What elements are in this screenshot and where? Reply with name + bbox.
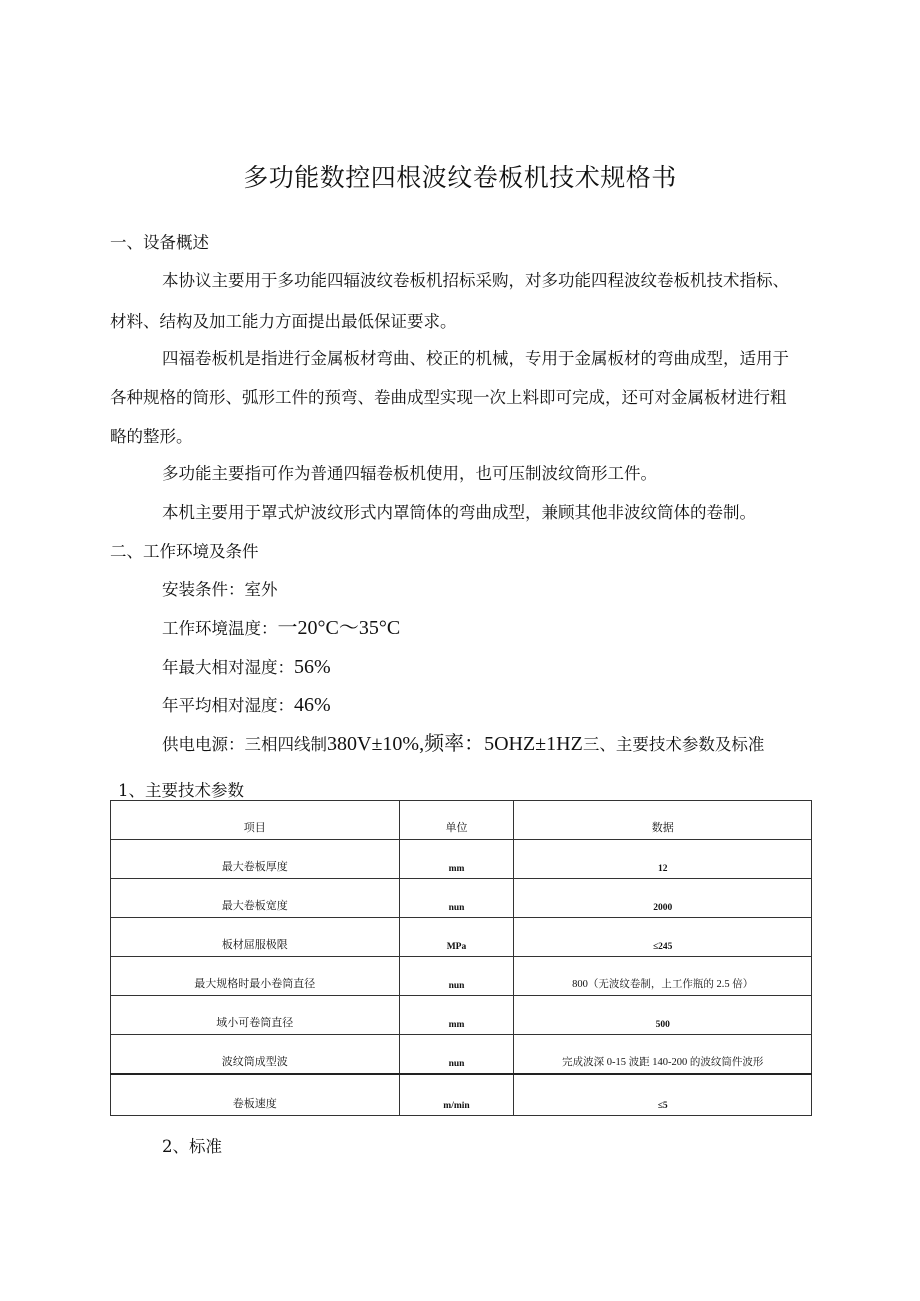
temperature-label: 工作环境温度： <box>162 619 278 638</box>
row-value: 完成波深 0-15 波距 140-200 的波纹筒件波形 <box>514 1035 812 1075</box>
table-row <box>111 996 812 1035</box>
tech-params-table <box>110 800 812 1116</box>
row-item: 板材屈服极限 <box>111 918 400 957</box>
power-label: 供电电源：三相四线制 <box>162 735 327 754</box>
max-humidity-label: 年最大相对湿度： <box>162 658 294 677</box>
document-title: 多功能数控四根波纹卷板机技术规格书 <box>243 163 677 192</box>
row-value: 500 <box>514 996 812 1035</box>
max-humidity-value: 56% <box>294 656 331 678</box>
standard-heading: 2、标准 <box>162 1137 222 1156</box>
table-row <box>111 1035 812 1075</box>
row-item: 最大卷板宽度 <box>111 879 400 918</box>
install-condition: 安装条件：室外 <box>162 580 278 599</box>
row-item: 最大卷板厚度 <box>111 840 400 879</box>
paragraph-1-line-2: 材料、结构及加工能力方面提出最低保证要求。 <box>110 312 457 331</box>
table-caption: 1、主要技术参数 <box>118 781 244 800</box>
table-row <box>111 879 812 918</box>
row-unit: m/min <box>399 1074 514 1116</box>
paragraph-2-line-1: 四福卷板机是指进行金属板材弯曲、校正的机械，专用于金属板材的弯曲成型，适用于 <box>162 349 789 368</box>
row-unit: mm <box>399 996 514 1035</box>
row-value: ≤245 <box>514 918 812 957</box>
row-item: 最大规格时最小卷筒直径 <box>111 957 400 996</box>
table-row <box>111 840 812 879</box>
paragraph-2-line-2: 各种规格的筒形、弧形工件的预弯、卷曲成型实现一次上料即可完成，还可对金属板材进行粗 <box>110 388 787 407</box>
section-1-heading: 一、设备概述 <box>110 233 209 252</box>
temperature-line <box>162 617 400 640</box>
row-unit: MPa <box>399 918 514 957</box>
row-item: 域小可卷筒直径 <box>111 996 400 1035</box>
row-value: ≤5 <box>514 1074 812 1116</box>
table-row <box>111 957 812 996</box>
paragraph-3: 多功能主要指可作为普通四辐卷板机使用，也可压制波纹筒形工件。 <box>162 464 657 483</box>
paragraph-1-line-1: 本协议主要用于多功能四辐波纹卷板机招标采购，对多功能四程波纹卷板机技术指标、 <box>162 271 789 290</box>
paragraph-4: 本机主要用于罩式炉波纹形式内罩筒体的弯曲成型，兼顾其他非波纹筒体的卷制。 <box>162 503 756 522</box>
row-unit: nun <box>399 957 514 996</box>
temperature-value: 一20°C～35°C <box>277 617 401 639</box>
row-unit: nun <box>399 1035 514 1075</box>
avg-humidity-value: 46% <box>294 694 331 716</box>
table-row <box>111 918 812 957</box>
section-2-heading: 二、工作环境及条件 <box>110 542 259 561</box>
table-row <box>111 1074 812 1116</box>
row-value: 2000 <box>514 879 812 918</box>
power-value: 380V±10%,频率：5OHZ±1HZ <box>327 733 583 755</box>
row-value: 800（无波纹卷制，上工作瓶的 2.5 倍） <box>514 957 812 996</box>
table-header-row <box>111 801 812 840</box>
section-3-heading: 三、主要技术参数及标准 <box>582 735 765 754</box>
header-value: 数据 <box>514 801 812 840</box>
header-unit: 单位 <box>399 801 514 840</box>
row-value: 12 <box>514 840 812 879</box>
max-humidity-line <box>162 656 331 679</box>
row-item: 卷板速度 <box>111 1074 400 1116</box>
row-unit: nun <box>399 879 514 918</box>
avg-humidity-line <box>162 694 331 717</box>
paragraph-2-line-3: 略的整形。 <box>110 427 193 446</box>
row-item: 波纹筒成型波 <box>111 1035 400 1075</box>
power-supply-line <box>162 733 764 756</box>
header-item: 项目 <box>111 801 400 840</box>
row-unit: mm <box>399 840 514 879</box>
avg-humidity-label: 年平均相对湿度： <box>162 696 294 715</box>
